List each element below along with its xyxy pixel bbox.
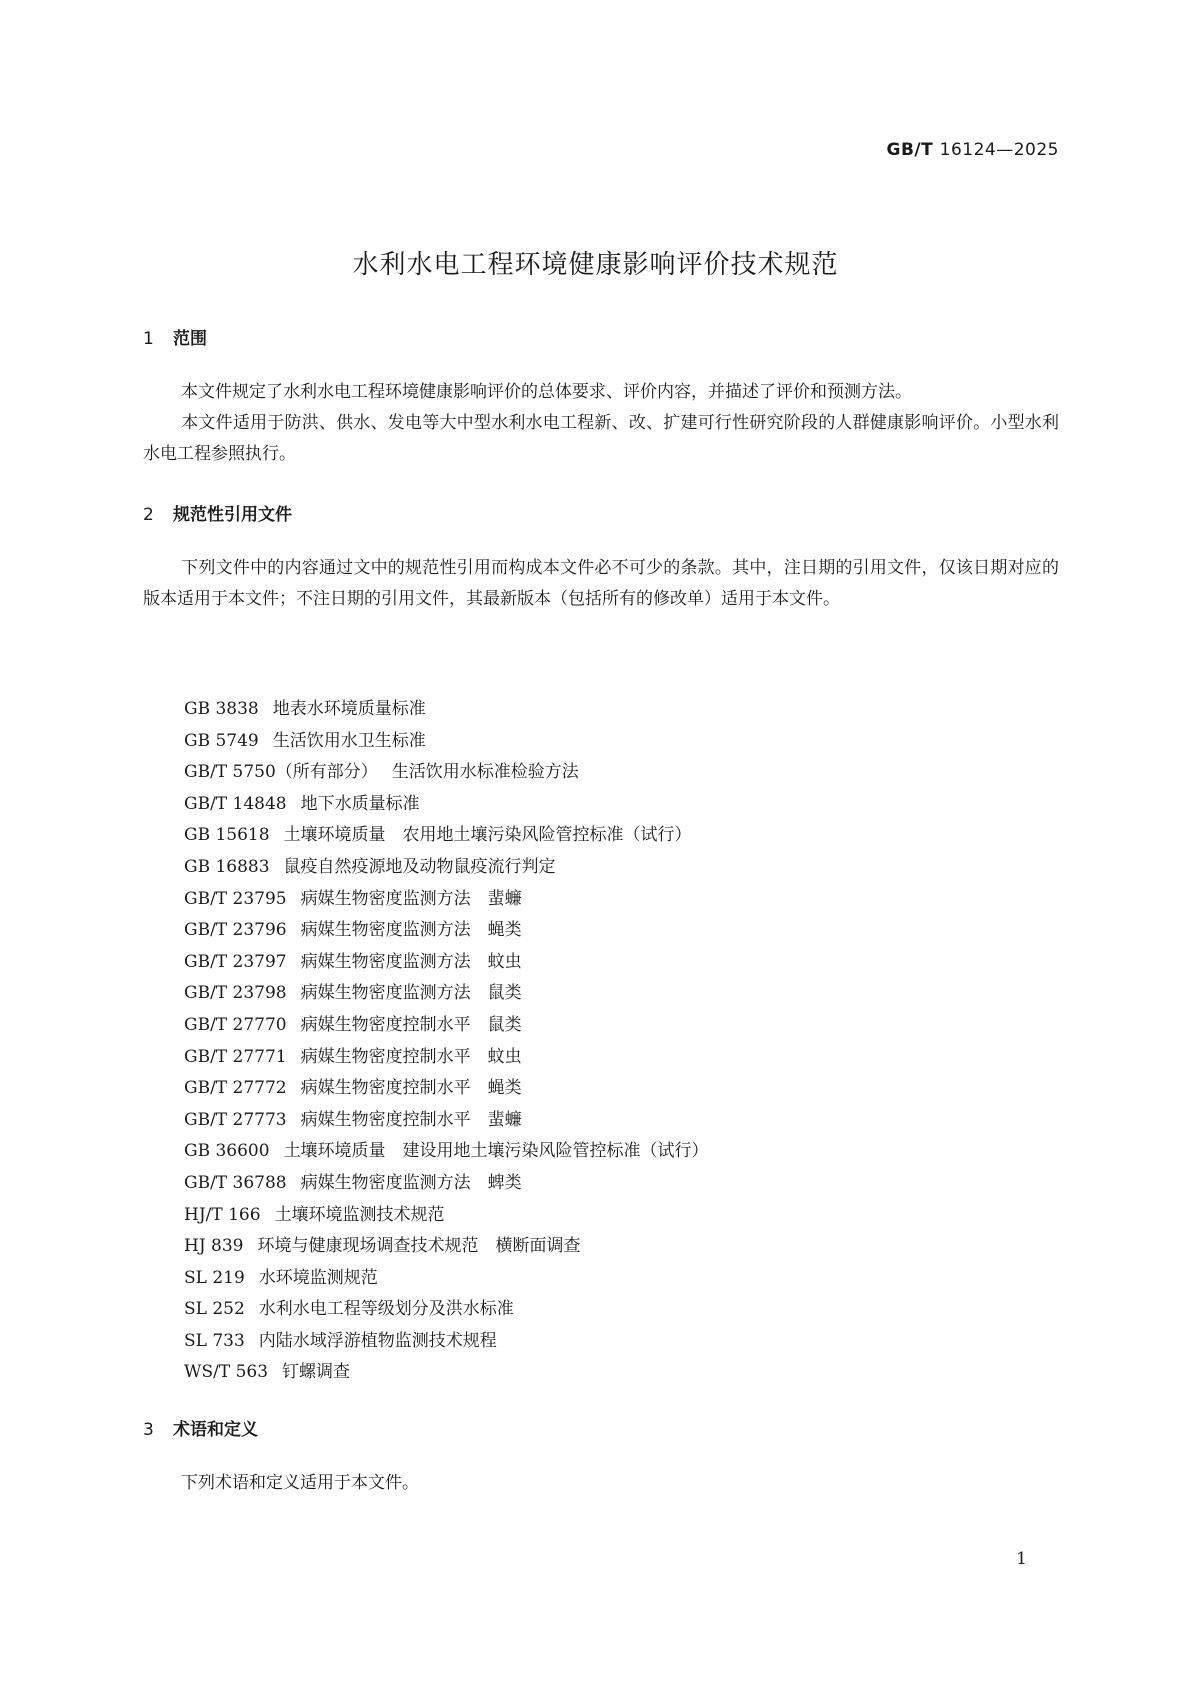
reference-code: GB/T 14848 bbox=[184, 793, 287, 814]
reference-item bbox=[184, 1294, 709, 1326]
scope-paragraph-2: 本文件适用于防洪、供水、发电等大中型水利水电工程新、改、扩建可行性研究阶段的人群健康影响评价。小型水利水电工程参照执行。 bbox=[143, 413, 1059, 464]
reference-title: 病媒生物密度控制水平 蝇类 bbox=[300, 1078, 522, 1099]
reference-item bbox=[184, 694, 709, 726]
page-number: 1 bbox=[1016, 1549, 1027, 1569]
reference-title: 土壤环境监测技术规范 bbox=[274, 1204, 445, 1225]
reference-code: GB 16883 bbox=[184, 856, 270, 877]
reference-item bbox=[184, 789, 709, 821]
reference-title: 病媒生物密度监测方法 蝇类 bbox=[300, 920, 522, 941]
reference-title: 地表水环境质量标准 bbox=[272, 699, 426, 719]
reference-code: GB/T 23797 bbox=[184, 951, 287, 972]
reference-code: SL 733 bbox=[184, 1330, 245, 1351]
reference-item bbox=[184, 757, 709, 789]
reference-item bbox=[184, 852, 709, 884]
reference-item bbox=[184, 1136, 709, 1168]
reference-item bbox=[184, 1357, 709, 1389]
reference-code: GB 36600 bbox=[184, 1141, 270, 1162]
reference-title: 内陆水域浮游植物监测技术规程 bbox=[258, 1330, 497, 1351]
section-heading-normative-references bbox=[143, 500, 292, 525]
reference-code: WS/T 563 bbox=[184, 1362, 269, 1383]
reference-code: GB/T 23795 bbox=[184, 888, 287, 909]
section-heading-scope bbox=[143, 324, 207, 349]
reference-title: 病媒生物密度控制水平 鼠类 bbox=[300, 1014, 522, 1035]
references-intro-paragraph: 下列文件中的内容通过文中的规范性引用而构成本文件必不可少的条款。其中，注日期的引用文件，仅该日期对应的版本适用于本文件；不注日期的引用文件，其最新版本（包括所有的修改单）适用于本文件。 bbox=[143, 558, 1059, 609]
reference-item bbox=[184, 726, 709, 758]
reference-title: 生活饮用水卫生标准 bbox=[272, 730, 426, 751]
reference-item bbox=[184, 1073, 709, 1105]
reference-title: 钉螺调查 bbox=[282, 1362, 351, 1383]
reference-code: GB 3838 bbox=[184, 699, 259, 719]
reference-code: GB/T 23798 bbox=[184, 983, 287, 1004]
reference-code: SL 252 bbox=[184, 1299, 245, 1320]
reference-item bbox=[184, 1231, 709, 1263]
reference-title: 土壤环境质量 建设用地土壤污染风险管控标准（试行） bbox=[283, 1141, 709, 1162]
section-title: 术语和定义 bbox=[173, 1420, 258, 1440]
reference-title: 病媒生物密度控制水平 蜚蠊 bbox=[300, 1109, 522, 1130]
reference-item bbox=[184, 820, 709, 852]
reference-title: 病媒生物密度监测方法 蜱类 bbox=[300, 1172, 522, 1193]
reference-item bbox=[184, 947, 709, 979]
reference-item bbox=[184, 884, 709, 916]
standard-number bbox=[887, 140, 1059, 160]
reference-item bbox=[184, 1010, 709, 1042]
reference-title: 鼠疫自然疫源地及动物鼠疫流行判定 bbox=[283, 856, 556, 877]
reference-code: GB/T 23796 bbox=[184, 920, 287, 941]
reference-code: GB/T 27770 bbox=[184, 1014, 287, 1035]
reference-title: 病媒生物密度监测方法 鼠类 bbox=[300, 983, 522, 1004]
section-number: 1 bbox=[143, 329, 154, 349]
reference-title: 生活饮用水标准检验方法 bbox=[391, 762, 579, 783]
reference-item bbox=[184, 1042, 709, 1074]
reference-code: GB/T 36788 bbox=[184, 1172, 287, 1193]
reference-code: GB 15618 bbox=[184, 825, 270, 846]
reference-code: HJ 839 bbox=[184, 1236, 244, 1257]
reference-item bbox=[184, 915, 709, 947]
reference-title: 病媒生物密度监测方法 蜚蠊 bbox=[300, 888, 522, 909]
reference-title: 病媒生物密度监测方法 蚊虫 bbox=[300, 951, 522, 972]
standard-code: 16124—2025 bbox=[939, 140, 1059, 160]
reference-title: 病媒生物密度控制水平 蚊虫 bbox=[300, 1046, 522, 1067]
reference-code: GB/T 5750（所有部分） bbox=[184, 762, 378, 783]
reference-title: 环境与健康现场调查技术规范 横断面调查 bbox=[257, 1236, 581, 1257]
reference-code: GB 5749 bbox=[184, 730, 259, 751]
standard-prefix: GB/T bbox=[886, 140, 934, 160]
terms-intro-paragraph: 下列术语和定义适用于本文件。 bbox=[181, 1473, 419, 1493]
section-title: 范围 bbox=[173, 329, 207, 349]
reference-code: HJ/T 166 bbox=[184, 1204, 261, 1225]
reference-item bbox=[184, 1105, 709, 1137]
reference-code: GB/T 27772 bbox=[184, 1078, 287, 1099]
reference-item bbox=[184, 1168, 709, 1200]
reference-code: SL 219 bbox=[184, 1267, 245, 1288]
section-title: 规范性引用文件 bbox=[173, 505, 292, 525]
scope-paragraph-1: 本文件规定了水利水电工程环境健康影响评价的总体要求、评价内容，并描述了评价和预测方法。 bbox=[181, 382, 912, 402]
reference-item bbox=[184, 1326, 709, 1358]
reference-title: 水利水电工程等级划分及洪水标准 bbox=[258, 1299, 514, 1320]
reference-item bbox=[184, 978, 709, 1010]
reference-code: GB/T 27773 bbox=[184, 1109, 287, 1130]
reference-list bbox=[184, 694, 709, 1389]
reference-item bbox=[184, 1200, 709, 1232]
document-title: 水利水电工程环境健康影响评价技术规范 bbox=[352, 250, 839, 280]
section-number: 2 bbox=[143, 505, 154, 525]
section-number: 3 bbox=[143, 1420, 154, 1440]
reference-item bbox=[184, 1263, 709, 1295]
reference-title: 土壤环境质量 农用地土壤污染风险管控标准（试行） bbox=[283, 825, 692, 846]
reference-title: 水环境监测规范 bbox=[258, 1267, 378, 1288]
reference-code: GB/T 27771 bbox=[184, 1046, 287, 1067]
reference-title: 地下水质量标准 bbox=[300, 793, 420, 814]
section-heading-terms-definitions bbox=[143, 1415, 258, 1440]
